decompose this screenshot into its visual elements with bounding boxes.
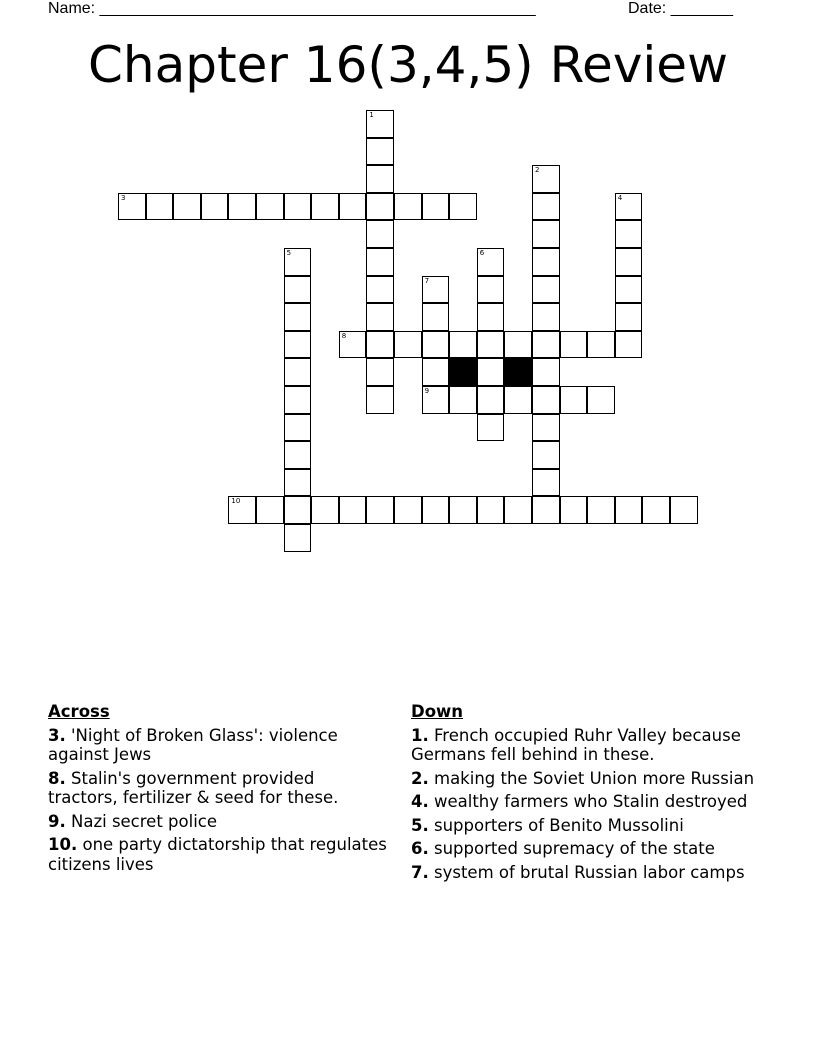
grid-cell[interactable] xyxy=(449,331,477,359)
grid-cell[interactable] xyxy=(504,386,532,414)
clue-text: one party dictatorship that regulates citizens lives xyxy=(48,835,387,874)
grid-cell[interactable] xyxy=(284,248,312,276)
grid-cell[interactable] xyxy=(284,524,312,552)
grid-cell[interactable] xyxy=(366,110,394,138)
grid-cell[interactable] xyxy=(532,193,560,221)
grid-cell[interactable] xyxy=(366,276,394,304)
clue-number: 4. xyxy=(411,792,429,811)
grid-cell[interactable] xyxy=(284,386,312,414)
black-cell xyxy=(449,358,477,386)
grid-cell[interactable] xyxy=(339,496,367,524)
across-clue-list xyxy=(48,726,388,875)
grid-cell[interactable] xyxy=(284,496,312,524)
grid-cell[interactable] xyxy=(449,496,477,524)
grid-cell[interactable] xyxy=(394,193,422,221)
grid-cell[interactable] xyxy=(615,331,643,359)
clue-number: 2. xyxy=(411,768,429,788)
across-clue xyxy=(48,769,388,808)
grid-cell[interactable] xyxy=(532,441,560,469)
down-clue-list xyxy=(411,726,771,883)
grid-cell[interactable] xyxy=(560,496,588,524)
down-clue xyxy=(411,792,771,812)
grid-cell[interactable] xyxy=(366,496,394,524)
clue-number: 2 xyxy=(535,166,540,175)
clue-number: 6 xyxy=(479,249,485,257)
grid-cell[interactable] xyxy=(532,414,560,442)
grid-cell[interactable] xyxy=(311,193,339,221)
grid-cell[interactable] xyxy=(422,331,450,359)
grid-cell[interactable] xyxy=(615,496,643,524)
clue-number: 10 xyxy=(231,497,241,506)
clue-number: 9. xyxy=(48,811,66,831)
clue-number: 7. xyxy=(411,862,429,882)
grid-cell[interactable] xyxy=(532,303,560,331)
grid-cell[interactable] xyxy=(339,193,367,221)
grid-cell[interactable] xyxy=(173,193,201,221)
clue-number: 5. xyxy=(411,815,429,835)
grid-cell[interactable] xyxy=(504,496,532,524)
clue-number: 3 xyxy=(121,193,126,202)
grid-cell[interactable] xyxy=(146,193,174,221)
grid-cell[interactable] xyxy=(311,496,339,524)
grid-cell[interactable] xyxy=(422,303,450,331)
black-cell xyxy=(504,358,532,386)
grid-cell[interactable] xyxy=(228,193,256,221)
grid-cell[interactable] xyxy=(284,276,312,304)
grid-cell[interactable] xyxy=(284,441,312,469)
grid-cell[interactable] xyxy=(477,276,505,304)
grid-cell[interactable] xyxy=(366,220,394,248)
grid-cell[interactable] xyxy=(422,358,450,386)
grid-cell[interactable] xyxy=(284,193,312,221)
grid-cell[interactable] xyxy=(615,276,643,304)
clue-number: 10. xyxy=(48,835,78,854)
grid-cell[interactable] xyxy=(477,303,505,331)
grid-cell[interactable] xyxy=(256,496,284,524)
down-clue xyxy=(411,726,771,765)
grid-cell[interactable] xyxy=(615,193,643,221)
grid-cell[interactable] xyxy=(532,248,560,276)
grid-cell[interactable] xyxy=(366,248,394,276)
grid-cell[interactable] xyxy=(532,331,560,359)
grid-cell[interactable] xyxy=(422,496,450,524)
grid-cell[interactable] xyxy=(366,138,394,166)
grid-cell[interactable] xyxy=(284,469,312,497)
grid-cell[interactable] xyxy=(477,331,505,359)
grid-cell[interactable] xyxy=(284,331,312,359)
clue-text: Nazi secret police xyxy=(65,811,218,831)
grid-cell[interactable] xyxy=(228,496,256,524)
clue-number: 8. xyxy=(48,768,66,788)
grid-cell[interactable] xyxy=(339,331,367,359)
grid-cell[interactable] xyxy=(532,469,560,497)
clue-number: 4 xyxy=(617,193,623,202)
grid-cell[interactable] xyxy=(615,220,643,248)
grid-cell[interactable] xyxy=(284,358,312,386)
across-clue xyxy=(48,726,388,765)
grid-cell[interactable] xyxy=(477,358,505,386)
grid-cell[interactable] xyxy=(532,496,560,524)
grid-cell[interactable] xyxy=(449,386,477,414)
grid-cell[interactable] xyxy=(394,496,422,524)
clue-number: 9 xyxy=(424,387,430,395)
grid-cell[interactable] xyxy=(532,165,560,193)
grid-cell[interactable] xyxy=(422,193,450,221)
clue-number: 8 xyxy=(341,331,347,340)
down-clue xyxy=(411,863,771,883)
grid-cell[interactable] xyxy=(532,358,560,386)
grid-cell[interactable] xyxy=(449,193,477,221)
down-clues xyxy=(411,702,771,886)
clue-number: 5 xyxy=(286,249,292,257)
grid-cell[interactable] xyxy=(118,193,146,221)
grid-cell[interactable] xyxy=(366,303,394,331)
grid-cell[interactable] xyxy=(532,276,560,304)
grid-cell[interactable] xyxy=(394,331,422,359)
clue-number: 7 xyxy=(424,276,430,285)
clue-text: supporters of Benito Mussolini xyxy=(428,815,684,835)
grid-cell[interactable] xyxy=(284,414,312,442)
grid-cell[interactable] xyxy=(201,193,229,221)
clue-number: 1. xyxy=(411,725,429,745)
grid-cell[interactable] xyxy=(587,331,615,359)
grid-cell[interactable] xyxy=(532,220,560,248)
down-clue xyxy=(411,769,771,789)
clue-text: supported supremacy of the state xyxy=(428,839,715,858)
grid-cell[interactable] xyxy=(366,193,394,221)
down-clue xyxy=(411,839,771,859)
grid-cell[interactable] xyxy=(477,414,505,442)
grid-cell[interactable] xyxy=(477,496,505,524)
clue-text: wealthy farmers who Stalin destroyed xyxy=(428,792,748,811)
grid-cell[interactable] xyxy=(587,386,615,414)
grid-cell[interactable] xyxy=(422,386,450,414)
clue-text: making the Soviet Union more Russian xyxy=(428,768,755,788)
clue-number: 3. xyxy=(48,725,66,745)
across-clue xyxy=(48,812,388,832)
grid-cell[interactable] xyxy=(615,248,643,276)
grid-cell[interactable] xyxy=(366,358,394,386)
grid-cell[interactable] xyxy=(284,303,312,331)
across-heading: Across xyxy=(48,702,110,721)
grid-cell[interactable] xyxy=(587,496,615,524)
clue-text: French occupied Ruhr Valley because Germans fell behind in these. xyxy=(411,725,741,764)
grid-cell[interactable] xyxy=(560,386,588,414)
grid-cell[interactable] xyxy=(615,303,643,331)
grid-cell[interactable] xyxy=(422,276,450,304)
grid-cell[interactable] xyxy=(366,386,394,414)
clue-number: 6. xyxy=(411,839,429,858)
clue-text: system of brutal Russian labor camps xyxy=(428,862,745,882)
clue-text: 'Night of Broken Glass': violence against Jews xyxy=(48,725,338,764)
down-heading: Down xyxy=(411,702,464,721)
grid-cell[interactable] xyxy=(560,331,588,359)
grid-cell[interactable] xyxy=(532,386,560,414)
grid-cell[interactable] xyxy=(366,331,394,359)
across-clue xyxy=(48,835,388,874)
grid-cell[interactable] xyxy=(366,165,394,193)
grid-cell[interactable] xyxy=(477,386,505,414)
grid-cell[interactable] xyxy=(477,248,505,276)
across-clues xyxy=(48,702,388,878)
grid-cell[interactable] xyxy=(504,331,532,359)
grid-cell[interactable] xyxy=(670,496,698,524)
date-field[interactable]: Date: _______ xyxy=(628,0,733,17)
page-title: Chapter 16(3,4,5) Review xyxy=(88,36,728,94)
name-field[interactable]: Name: _________________________________________________ xyxy=(48,0,536,17)
grid-cell[interactable] xyxy=(642,496,670,524)
down-clue xyxy=(411,816,771,836)
grid-cell[interactable] xyxy=(256,193,284,221)
clue-text: Stalin's government provided tractors, fertilizer & seed for these. xyxy=(48,768,339,807)
clue-number: 1 xyxy=(369,111,374,119)
